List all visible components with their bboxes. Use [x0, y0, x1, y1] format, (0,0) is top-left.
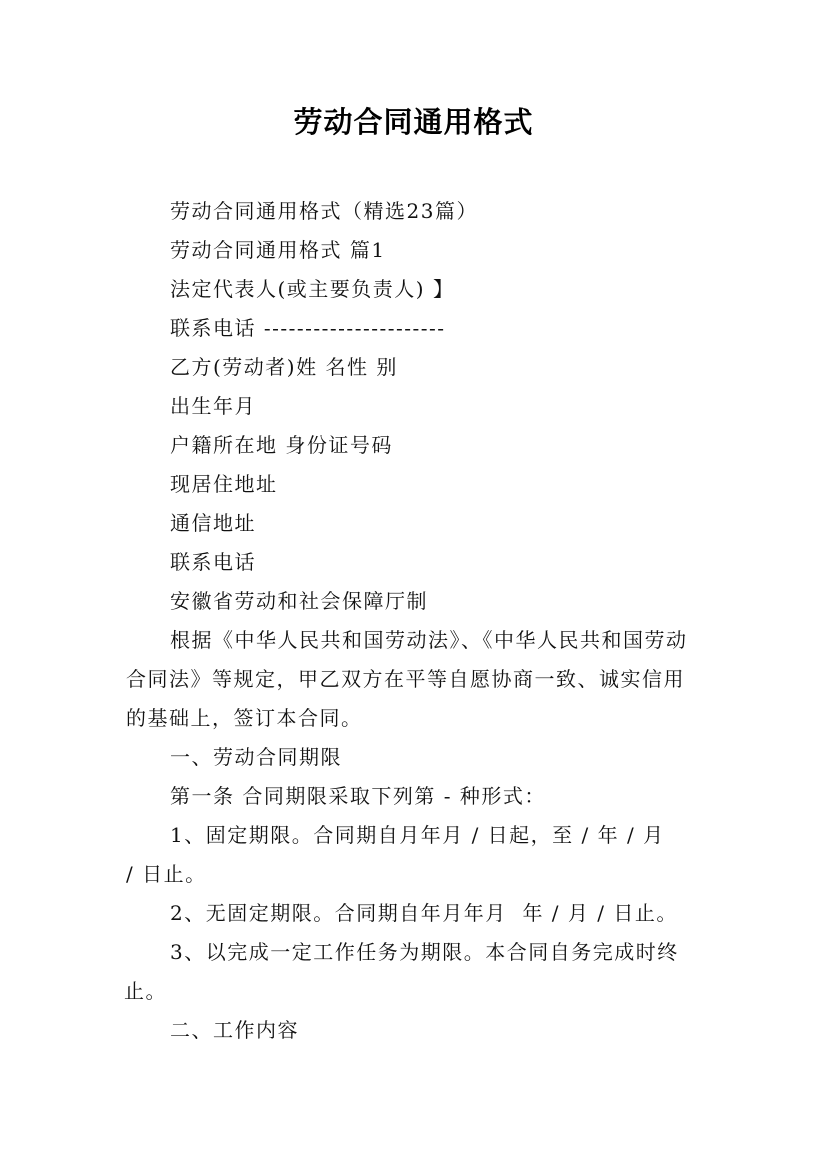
doc-line-phone-a: 联系电话 ----------------------: [170, 316, 446, 340]
doc-line-term-fixed-2: / 日止。: [126, 862, 207, 886]
doc-line-preamble-2: 合同法》等规定，甲乙双方在平等自愿协商一致、诚实信用: [126, 667, 685, 691]
doc-line-term-fixed-1: 1、固定期限。合同期自月年月 / 日起，至 / 年 / 月: [170, 823, 665, 847]
doc-line-term-task-2: 止。: [124, 979, 167, 1003]
doc-line-issuer: 安徽省劳动和社会保障厅制: [170, 589, 428, 613]
doc-line-section-heading: 劳动合同通用格式 篇1: [170, 238, 386, 262]
document-title: 劳动合同通用格式: [293, 105, 534, 139]
doc-line-birth-date: 出生年月: [170, 394, 256, 418]
doc-line-current-address: 现居住地址: [170, 472, 278, 496]
doc-line-preamble-3: 的基础上，签订本合同。: [126, 706, 363, 730]
doc-line-article-1: 第一条 合同期限采取下列第 - 种形式：: [170, 784, 546, 808]
doc-line-preamble-1: 根据《中华人民共和国劳动法》、《中华人民共和国劳动: [170, 628, 688, 652]
doc-line-term-task-1: 3、以完成一定工作任务为期限。本合同自务完成时终: [170, 940, 679, 964]
doc-line-party-b-name: 乙方(劳动者)姓 名性 别: [170, 355, 398, 379]
doc-line-household-id: 户籍所在地 身份证号码: [170, 433, 393, 457]
doc-line-phone-b: 联系电话: [170, 550, 256, 574]
doc-line-mail-address: 通信地址: [170, 511, 256, 535]
doc-line-subtitle: 劳动合同通用格式（精选23篇）: [170, 199, 478, 223]
doc-line-chapter-1: 一、劳动合同期限: [170, 745, 342, 769]
doc-line-chapter-2: 二、工作内容: [170, 1018, 299, 1042]
doc-line-legal-rep: 法定代表人(或主要负责人) 】: [170, 277, 455, 301]
doc-line-term-open: 2、无固定期限。合同期自年月年月 年 / 月 / 日止。: [170, 901, 678, 925]
